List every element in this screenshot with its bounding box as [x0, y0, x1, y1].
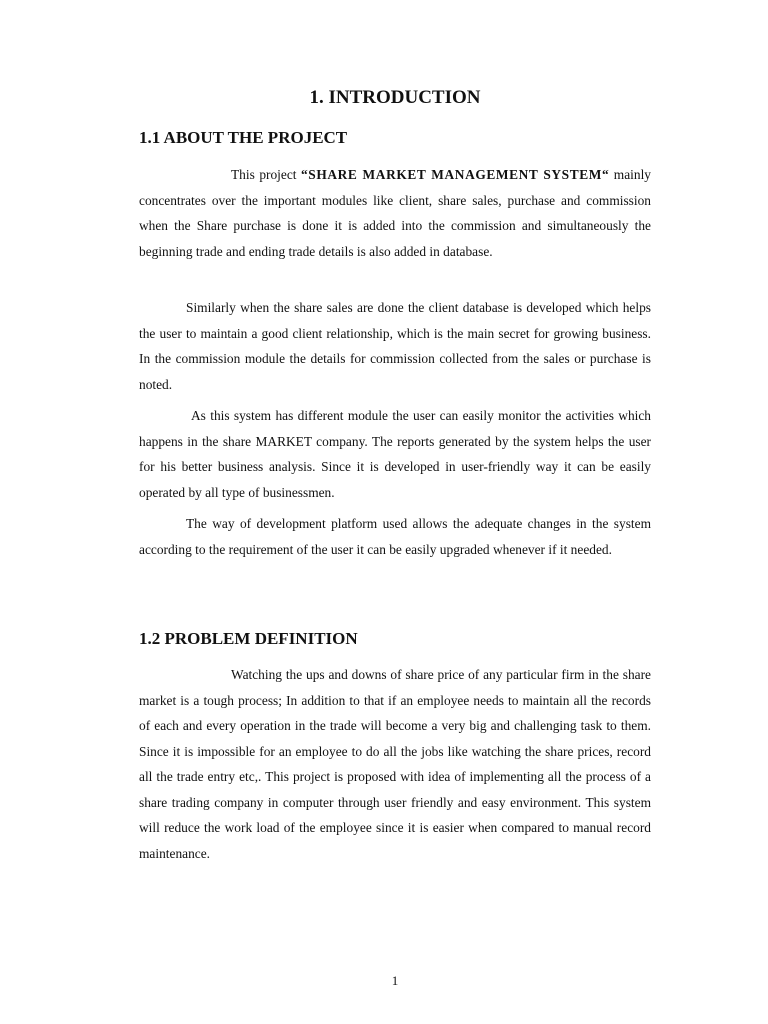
paragraph-about-project-4: The way of development platform used allows the adequate changes in the system according to the requirement of the user it can be easily upgraded whenever if it needed. — [139, 516, 651, 557]
paragraph-about-project-2: Similarly when the share sales are done the client database is developed which helps the user to maintain a good client relationship, which is the main secret for growing business. In the commission module the details for commission collected from the sales or purchase is noted. — [139, 300, 651, 392]
paragraph-lead-text: This project — [231, 167, 302, 182]
page-number: 1 — [391, 973, 399, 988]
paragraph-problem-definition: Watching the ups and downs of share price of any particular firm in the share market is a tough process; In addition to that if an employee needs to maintain all the records of each and every operation in the trade will become a very big and challenging task to them. Since it is impossible for an employee to do all the jobs like watching the share prices, record all the trade entry etc,. This project is proposed with idea of implementing all the process of a share trading company in computer through user friendly and easy environment. This system will reduce the work load of the employee since it is easier when compared to manual record maintenance. — [139, 667, 651, 861]
paragraph-about-project-1 — [139, 162, 651, 264]
project-name: “SHARE MARKET MANAGEMENT SYSTEM“ — [301, 167, 610, 182]
paragraph-about-project-3: As this system has different module the user can easily monitor the activities which happens in the share MARKET company. The reports generated by the system helps the user for his better business analysis. Since it is developed in user-friendly way it can be easily operated by all type of businessmen. — [139, 408, 651, 500]
paragraph-body-text: mainly concentrates over the important modules like client, share sales, purchase and commission when the Share purchase is done it is added into the commission and simultaneously the beginning trade and ending trade details is also added in database. — [139, 167, 651, 259]
section-heading-about-project: 1.1 ABOUT THE PROJECT — [139, 128, 348, 147]
section-heading-problem-definition: 1.2 PROBLEM DEFINITION — [139, 629, 358, 648]
page-title: 1. INTRODUCTION — [309, 87, 481, 108]
